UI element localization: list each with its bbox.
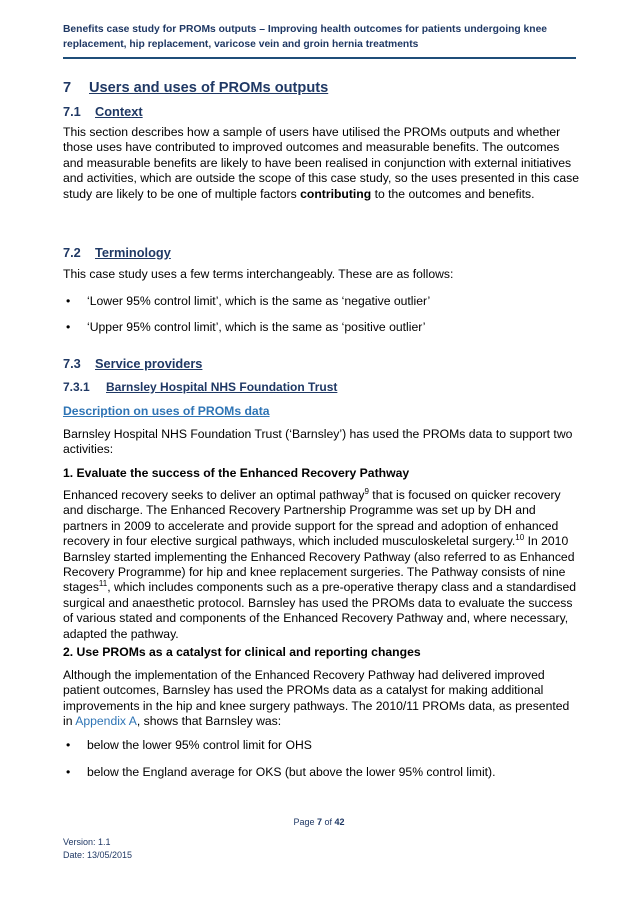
section-7-2-number: 7.2 [63,245,81,260]
section-7-heading [63,80,579,96]
context-text-end: to the outcomes and benefits. [374,186,535,201]
activity-2-text-a: Although the implementation of the Enhanced Recovery Pathway had delivered improved patient outcomes, Barnsley has used the PROMs data as a catalyst for making additional improvements in the hip and knee surgery pathways. The 2010/11 PROMs data, as presented in [63,668,570,729]
bullet-glyph: • [66,320,71,334]
context-emphasis: contributing [300,186,372,201]
section-7-3-number: 7.3 [63,356,81,371]
activity-1-text-a: Enhanced recovery seeks to deliver an optimal pathway [63,488,365,502]
activity-2-paragraph [63,668,579,730]
section-7-2-heading [63,245,579,260]
section-7-2-title: Terminology [95,245,171,260]
section-7-1-heading [63,104,579,119]
footer-meta [63,836,132,862]
terminology-bullet-text: ‘Lower 95% control limit’, which is the same as ‘negative outlier’ [87,294,431,308]
section-7-number: 7 [63,80,72,96]
activity-1-text-c: In 2010 Barnsley started implementing the Enhanced Recovery Pathway (also referred to as Enhanced Recovery Programme) for hip and knee replacement surgeries. The Pathway consists of nine stages [63,534,575,595]
section-7-title: Users and uses of PROMs outputs [89,80,329,96]
activity-1-text-d: , which includes components such as a pre-operative therapy class and a standardised surgical and anaesthetic protocol. Barnsley has used the PROMs data to evaluate the success of various stated and components of the Enhanced Recovery Pathway and, where necessary, adapted the pathway. [63,580,577,641]
activity-1-paragraph [63,488,579,642]
page-total: 42 [334,817,345,827]
page-current: 7 [316,817,322,827]
section-7-1-title: Context [95,104,143,119]
barnsley-bullet-text: below the England average for OKS (but above the lower 95% control limit). [87,765,496,779]
footnote-ref-11: 11 [98,579,108,589]
version-text: Version: 1.1 [63,837,111,847]
activity-2-heading: 2. Use PROMs as a catalyst for clinical and reporting changes [63,645,421,659]
page-of: of [322,817,335,827]
footnote-ref-10: 10 [515,533,525,543]
section-7-1-number: 7.1 [63,104,81,119]
section-7-3-1-heading [63,380,579,394]
context-paragraph [63,125,579,202]
date-text: Date: 13/05/2015 [63,850,133,860]
terminology-intro: This case study uses a few terms interchangeably. These are as follows: [63,267,454,281]
bullet-glyph: • [66,738,71,752]
section-7-3-1-number: 7.3.1 [63,380,90,394]
uses-subheading: Description on uses of PROMs data [63,404,270,418]
section-7-3-title: Service providers [95,356,203,371]
terminology-bullet-text: ‘Upper 95% control limit’, which is the same as ‘positive outlier’ [87,320,426,334]
section-7-3-1-title: Barnsley Hospital NHS Foundation Trust [106,380,338,394]
bullet-glyph: • [66,294,71,308]
running-header: Benefits case study for PROMs outputs – Improving health outcomes for patients undergoing knee replacement, hip replacement, varicose vein and groin hernia treatments [63,24,548,50]
barnsley-bullet-text: below the lower 95% control limit for OHS [87,738,312,752]
barnsley-intro: Barnsley Hospital NHS Foundation Trust (‘Barnsley’) has used the PROMs data to support two activities: [63,427,573,457]
bullet-glyph: • [66,765,71,779]
activity-1-text-b: that is focused on quicker recovery and discharge. The Enhanced Recovery Partnership Programme was set up by DH and partners in 2009 to accelerate and provide support for the spread and adoption of enhanced recovery in four elective surgical pathways, which included musculoskeletal surgery. [63,488,561,549]
appendix-a-link[interactable]: Appendix A [75,714,137,729]
footnote-ref-9: 9 [364,486,369,496]
section-7-3-heading [63,356,579,371]
page-number [0,817,638,827]
activity-1-heading: 1. Evaluate the success of the Enhanced Recovery Pathway [63,466,410,480]
header-divider [63,57,576,59]
context-text: This section describes how a sample of users have utilised the PROMs outputs and whether those uses have contributed to improved outcomes and measurable benefits. The outcomes and measurable benefits are likely to have been realised in conjunction with external initiatives and activities, which are outside the scope of this case study, so the uses presented in this case study are likely to be one of multiple factors [63,125,579,201]
page-label: Page [293,817,317,827]
activity-2-text-b: , shows that Barnsley was: [136,714,282,729]
